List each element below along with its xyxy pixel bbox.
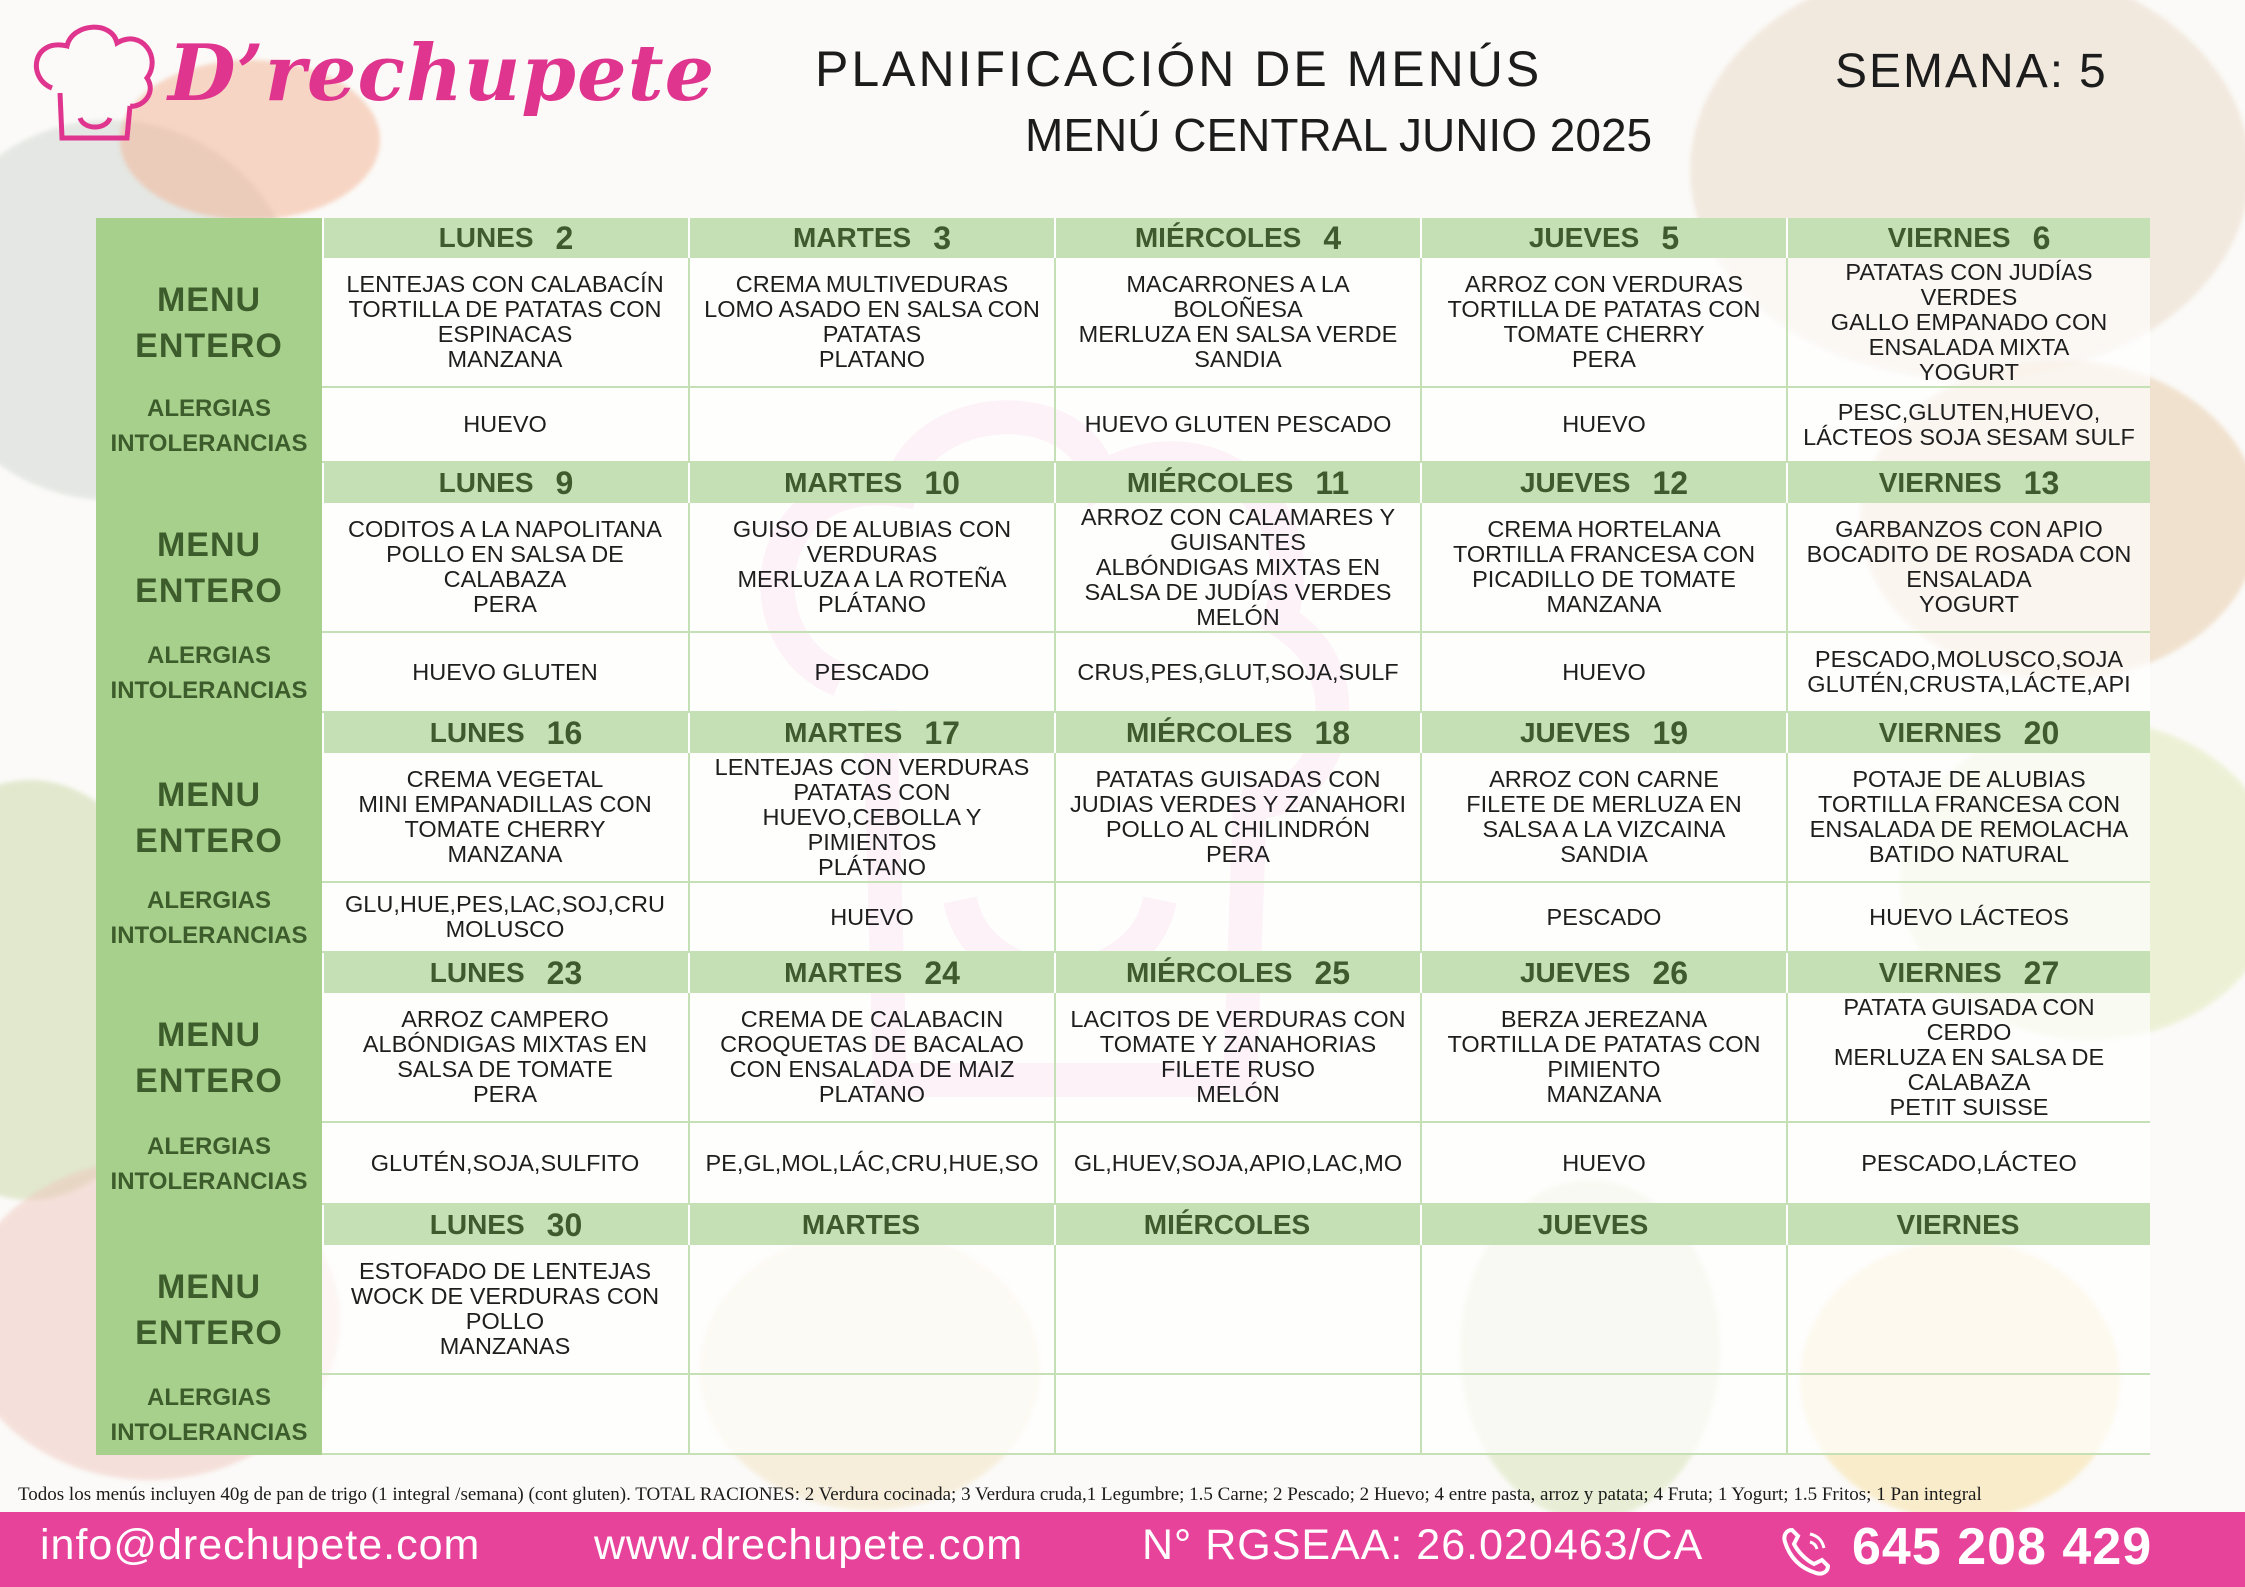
week-header-blank xyxy=(96,953,322,993)
day-header xyxy=(322,953,688,993)
allergy-cell: GL,HUEV,SOJA,APIO,LAC,MO xyxy=(1054,1123,1420,1205)
day-header xyxy=(688,218,1054,258)
footer-website[interactable]: www.drechupete.com xyxy=(594,1521,1024,1569)
day-header xyxy=(1054,463,1420,503)
menu-cell: BERZA JEREZANA TORTILLA DE PATATAS CON PIMIENTO MANZANA xyxy=(1420,993,1786,1123)
day-number: 10 xyxy=(924,464,960,501)
allergy-cell: CRUS,PES,GLUT,SOJA,SULF xyxy=(1054,633,1420,713)
allergy-cell: HUEVO xyxy=(322,388,688,463)
menu-cell: ARROZ CON CALAMARES Y GUISANTES ALBÓNDIGAS MIXTAS EN SALSA DE JUDÍAS VERDES MELÓN xyxy=(1054,503,1420,633)
allergy-cell: PE,GL,MOL,LÁC,CRU,HUE,SO xyxy=(688,1123,1054,1205)
day-name: MIÉRCOLES xyxy=(1125,717,1293,748)
allergy-cell xyxy=(322,1375,688,1455)
menu-cell: CODITOS A LA NAPOLITANA POLLO EN SALSA DE CALABAZA PERA xyxy=(322,503,688,633)
menu-cell: CREMA DE CALABACIN CROQUETAS DE BACALAO CON ENSALADA DE MAIZ PLATANO xyxy=(688,993,1054,1123)
day-number: 17 xyxy=(924,714,960,751)
day-name: JUEVES xyxy=(1519,717,1631,748)
allergy-cell xyxy=(1054,1375,1420,1455)
day-header xyxy=(322,463,688,503)
allergy-cell: HUEVO GLUTEN PESCADO xyxy=(1054,388,1420,463)
footer-phone[interactable]: 645 208 429 xyxy=(1852,1518,2153,1576)
day-name: MIÉRCOLES xyxy=(1125,957,1293,988)
day-name: MARTES xyxy=(784,957,903,988)
menu-cell xyxy=(1054,1245,1420,1375)
day-header xyxy=(688,463,1054,503)
menu-cell: LACITOS DE VERDURAS CON TOMATE Y ZANAHORIAS FILETE RUSO MELÓN xyxy=(1054,993,1420,1123)
brand-name: D’rechupete xyxy=(168,28,716,119)
day-name: MIÉRCOLES xyxy=(1143,1209,1311,1240)
menu-cell: PATATAS CON JUDÍAS VERDES GALLO EMPANADO CON ENSALADA MIXTA YOGURT xyxy=(1786,258,2150,388)
week-header-blank xyxy=(96,713,322,753)
menu-row-label: MENU ENTERO xyxy=(96,993,322,1123)
week-number: 5 xyxy=(2079,45,2108,98)
day-name: LUNES xyxy=(429,717,525,748)
menu-row-label: MENU ENTERO xyxy=(96,258,322,388)
day-header xyxy=(1054,1205,1420,1245)
day-number: 6 xyxy=(2032,219,2051,256)
day-name: MARTES xyxy=(792,222,912,253)
footer-registry: N° RGSEAA: 26.020463/CA xyxy=(1142,1521,1704,1569)
menu-cell xyxy=(688,1245,1054,1375)
day-name: LUNES xyxy=(438,467,534,498)
allergy-cell: PESC,GLUTEN,HUEVO, LÁCTEOS SOJA SESAM SULF xyxy=(1786,388,2150,463)
week-indicator xyxy=(1835,44,2108,99)
week-header-blank xyxy=(96,1205,322,1245)
day-header xyxy=(688,713,1054,753)
menu-cell: LENTEJAS CON VERDURAS PATATAS CON HUEVO,CEBOLLA Y PIMIENTOS PLÁTANO xyxy=(688,753,1054,883)
day-number: 2 xyxy=(555,219,574,256)
day-number: 24 xyxy=(924,954,960,991)
day-header xyxy=(1420,1205,1786,1245)
menu-cell: CREMA MULTIVEDURAS LOMO ASADO EN SALSA CON PATATAS PLATANO xyxy=(688,258,1054,388)
day-number: 9 xyxy=(555,464,574,501)
footer-bar xyxy=(0,1512,2245,1587)
day-header xyxy=(1054,953,1420,993)
day-name: MIÉRCOLES xyxy=(1134,222,1302,253)
day-header xyxy=(1786,1205,2150,1245)
allergy-cell: HUEVO GLUTEN xyxy=(322,633,688,713)
day-header xyxy=(322,218,688,258)
day-number: 26 xyxy=(1652,954,1689,991)
day-name: MIÉRCOLES xyxy=(1126,467,1294,498)
allergy-cell: HUEVO xyxy=(688,883,1054,953)
week-header-blank xyxy=(96,463,322,503)
day-number: 11 xyxy=(1315,464,1350,501)
day-number: 25 xyxy=(1314,954,1351,991)
allergy-cell: PESCADO,LÁCTEO xyxy=(1786,1123,2150,1205)
menu-cell: GARBANZOS CON APIO BOCADITO DE ROSADA CON ENSALADA YOGURT xyxy=(1786,503,2150,633)
day-name: LUNES xyxy=(429,957,525,988)
day-header xyxy=(1420,953,1786,993)
menu-row-label: MENU ENTERO xyxy=(96,753,322,883)
day-number: 19 xyxy=(1652,714,1689,751)
day-header xyxy=(688,1205,1054,1245)
day-name: LUNES xyxy=(429,1209,525,1240)
allergy-cell xyxy=(1054,883,1420,953)
menu-cell: LENTEJAS CON CALABACÍN TORTILLA DE PATATAS CON ESPINACAS MANZANA xyxy=(322,258,688,388)
allergy-row-label: ALERGIAS INTOLERANCIAS xyxy=(96,883,322,953)
day-number: 12 xyxy=(1652,464,1689,501)
day-number: 18 xyxy=(1314,714,1351,751)
day-name: JUEVES xyxy=(1519,467,1631,498)
allergy-cell: HUEVO LÁCTEOS xyxy=(1786,883,2150,953)
day-number: 5 xyxy=(1661,219,1680,256)
phone-icon xyxy=(1778,1524,1834,1580)
day-name: LUNES xyxy=(438,222,534,253)
day-header xyxy=(1786,713,2150,753)
menu-cell: CREMA VEGETAL MINI EMPANADILLAS CON TOMATE CHERRY MANZANA xyxy=(322,753,688,883)
day-number: 30 xyxy=(546,1206,583,1243)
allergy-row-label: ALERGIAS INTOLERANCIAS xyxy=(96,633,322,713)
day-number: 16 xyxy=(546,714,583,751)
day-header xyxy=(688,953,1054,993)
page-title: PLANIFICACIÓN DE MENÚS xyxy=(815,41,1543,97)
day-header xyxy=(1786,463,2150,503)
menu-cell: MACARRONES A LA BOLOÑESA MERLUZA EN SALSA VERDE SANDIA xyxy=(1054,258,1420,388)
day-name: JUEVES xyxy=(1519,957,1631,988)
menu-cell: ARROZ CON CARNE FILETE DE MERLUZA EN SALSA A LA VIZCAINA SANDIA xyxy=(1420,753,1786,883)
day-number: 27 xyxy=(2023,954,2060,991)
menu-cell: ARROZ CON VERDURAS TORTILLA DE PATATAS CON TOMATE CHERRY PERA xyxy=(1420,258,1786,388)
allergy-cell: PESCADO xyxy=(1420,883,1786,953)
allergy-cell xyxy=(1786,1375,2150,1455)
menu-cell: GUISO DE ALUBIAS CON VERDURAS MERLUZA A LA ROTEÑA PLÁTANO xyxy=(688,503,1054,633)
day-name: VIERNES xyxy=(1878,957,2002,988)
menu-row-label: MENU ENTERO xyxy=(96,503,322,633)
allergy-cell xyxy=(688,1375,1054,1455)
allergy-cell: HUEVO xyxy=(1420,1123,1786,1205)
menu-cell: ARROZ CAMPERO ALBÓNDIGAS MIXTAS EN SALSA DE TOMATE PERA xyxy=(322,993,688,1123)
day-name: JUEVES xyxy=(1537,1209,1649,1240)
day-name: MARTES xyxy=(784,467,903,498)
allergy-cell xyxy=(688,388,1054,463)
allergy-row-label: ALERGIAS INTOLERANCIAS xyxy=(96,388,322,463)
chef-hat-icon xyxy=(22,18,162,158)
menu-cell xyxy=(1420,1245,1786,1375)
menu-cell: CREMA HORTELANA TORTILLA FRANCESA CON PICADILLO DE TOMATE MANZANA xyxy=(1420,503,1786,633)
day-number: 4 xyxy=(1323,219,1342,256)
day-number: 20 xyxy=(2023,714,2060,751)
day-name: VIERNES xyxy=(1887,222,2011,253)
allergy-cell: GLUTÉN,SOJA,SULFITO xyxy=(322,1123,688,1205)
allergy-cell xyxy=(1420,1375,1786,1455)
day-header xyxy=(322,713,688,753)
day-header xyxy=(1054,218,1420,258)
allergy-cell: PESCADO xyxy=(688,633,1054,713)
day-name: MARTES xyxy=(801,1209,921,1240)
day-header xyxy=(322,1205,688,1245)
footer-email[interactable]: info@drechupete.com xyxy=(40,1521,481,1569)
menu-cell: POTAJE DE ALUBIAS TORTILLA FRANCESA CON ENSALADA DE REMOLACHA BATIDO NATURAL xyxy=(1786,753,2150,883)
menu-cell: PATATA GUISADA CON CERDO MERLUZA EN SALSA DE CALABAZA PETIT SUISSE xyxy=(1786,993,2150,1123)
day-name: VIERNES xyxy=(1878,467,2002,498)
footnote: Todos los menús incluyen 40g de pan de trigo (1 integral /semana) (cont gluten). TOTAL RACIONES: 2 Verdura cocinada; 3 Verdura cruda,1 Legumbre; 1.5 Carne; 2 Pescado; 2 Huevo; 4 entre pasta, arroz y patata; 4 Fruta; 1 Yogurt; 1.5 Fritos; 1 Pan integral xyxy=(18,1484,1982,1505)
day-header xyxy=(1786,953,2150,993)
menu-table xyxy=(96,218,2150,1465)
allergy-cell: HUEVO xyxy=(1420,388,1786,463)
week-label: SEMANA: xyxy=(1835,45,2066,98)
day-number: 3 xyxy=(933,219,952,256)
day-number: 13 xyxy=(2023,464,2060,501)
allergy-row-label: ALERGIAS INTOLERANCIAS xyxy=(96,1375,322,1455)
week-header-blank xyxy=(96,218,322,258)
allergy-row-label: ALERGIAS INTOLERANCIAS xyxy=(96,1123,322,1205)
day-name: JUEVES xyxy=(1528,222,1640,253)
allergy-cell: HUEVO xyxy=(1420,633,1786,713)
day-header xyxy=(1786,218,2150,258)
menu-cell: ESTOFADO DE LENTEJAS WOCK DE VERDURAS CON POLLO MANZANAS xyxy=(322,1245,688,1375)
menu-cell: PATATAS GUISADAS CON JUDIAS VERDES Y ZANAHORI POLLO AL CHILINDRÓN PERA xyxy=(1054,753,1420,883)
day-header xyxy=(1054,713,1420,753)
day-header xyxy=(1420,713,1786,753)
day-header xyxy=(1420,218,1786,258)
day-header xyxy=(1420,463,1786,503)
day-number: 23 xyxy=(546,954,583,991)
page-subtitle: MENÚ CENTRAL JUNIO 2025 xyxy=(1025,109,1653,161)
day-name: VIERNES xyxy=(1878,717,2002,748)
menu-cell xyxy=(1786,1245,2150,1375)
day-name: VIERNES xyxy=(1896,1209,2020,1240)
allergy-cell: GLU,HUE,PES,LAC,SOJ,CRU MOLUSCO xyxy=(322,883,688,953)
brand-logo xyxy=(18,14,716,164)
day-name: MARTES xyxy=(784,717,903,748)
allergy-cell: PESCADO,MOLUSCO,SOJA GLUTÉN,CRUSTA,LÁCTE,API xyxy=(1786,633,2150,713)
menu-row-label: MENU ENTERO xyxy=(96,1245,322,1375)
